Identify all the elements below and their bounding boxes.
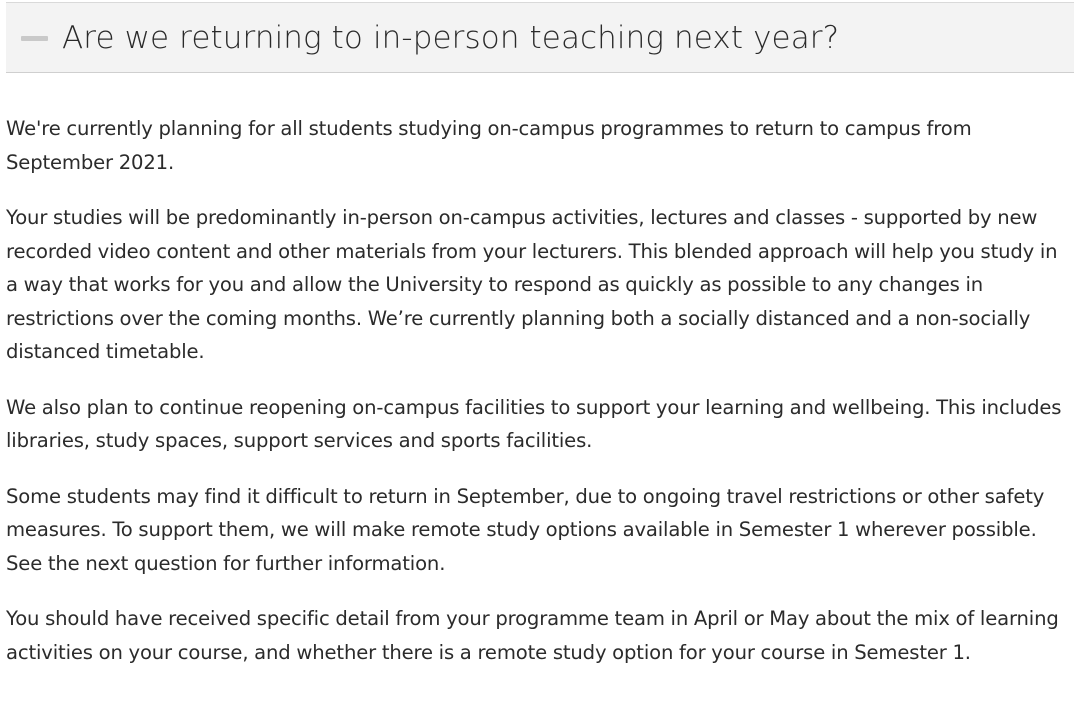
answer-paragraph: Some students may find it difficult to return in September, due to ongoing travel restrictions or other safety measures. To support them, we will make remote study options available in Semester 1 wherever possible. See the next question for further information.	[6, 484, 1045, 575]
faq-answer-body	[6, 73, 1074, 669]
answer-paragraph: We're currently planning for all students studying on-campus programmes to return to campus from September 2021.	[6, 117, 972, 174]
faq-question-title: Are we returning to in-person teaching next year?	[62, 19, 840, 56]
answer-paragraph: You should have received specific detail from your programme team in April or May about the mix of learning activities on your course, and whether there is a remote study option for your course in Semester 1.	[6, 607, 1059, 664]
answer-paragraph: Your studies will be predominantly in-person on-campus activities, lectures and classes - supported by new recorded video content and other materials from your lecturers. This blended approach will help you study in a way that works for you and allow the University to respond as quickly as possible to any changes in restrictions over the coming months. We’re currently planning both a socially distanced and a non-socially distanced timetable.	[6, 206, 1058, 363]
faq-accordion	[6, 2, 1074, 691]
minus-icon[interactable]	[21, 36, 48, 41]
faq-question-header[interactable]	[6, 2, 1074, 73]
answer-paragraph: We also plan to continue reopening on-campus facilities to support your learning and wellbeing. This includes libraries, study spaces, support services and sports facilities.	[6, 395, 1062, 452]
